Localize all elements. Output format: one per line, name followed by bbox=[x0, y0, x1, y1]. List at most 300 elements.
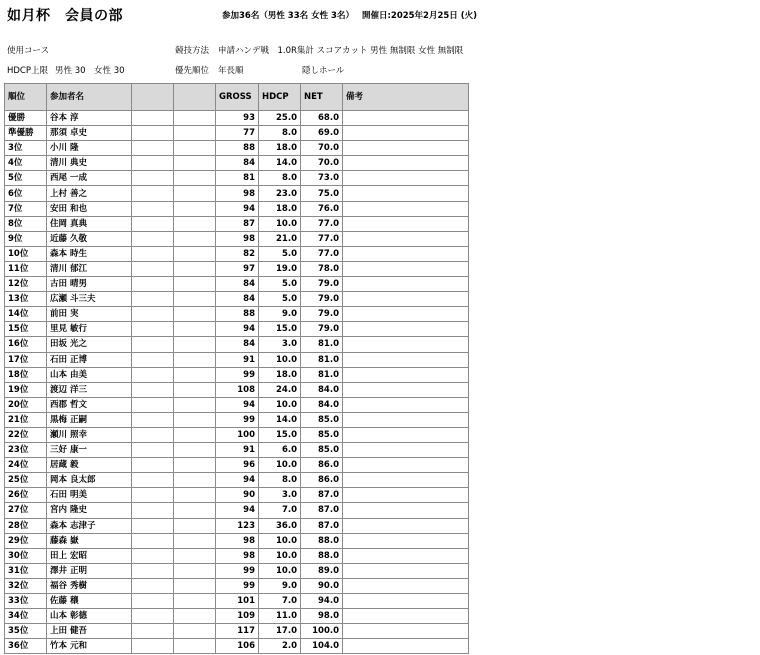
net-cell: 90.0 bbox=[301, 578, 343, 593]
remarks-cell bbox=[343, 261, 469, 276]
net-cell: 86.0 bbox=[301, 458, 343, 473]
net-cell: 88.0 bbox=[301, 548, 343, 563]
player-name-cell: 小川 隆 bbox=[47, 141, 132, 156]
hdcp-cell: 3.0 bbox=[259, 337, 301, 352]
table-row bbox=[5, 216, 469, 231]
blank-cell bbox=[132, 261, 174, 276]
rank-cell: 25位 bbox=[5, 473, 47, 488]
blank-cell bbox=[132, 427, 174, 442]
rank-cell: 30位 bbox=[5, 548, 47, 563]
gross-cell: 117 bbox=[216, 624, 259, 639]
header-blank-2 bbox=[174, 84, 216, 111]
hdcp-cell: 17.0 bbox=[259, 624, 301, 639]
hdcp-cell: 18.0 bbox=[259, 201, 301, 216]
gross-cell: 88 bbox=[216, 307, 259, 322]
hdcp-cell: 18.0 bbox=[259, 141, 301, 156]
player-name-cell: 瀬川 照幸 bbox=[47, 427, 132, 442]
rank-cell: 5位 bbox=[5, 171, 47, 186]
player-name-cell: 山本 由美 bbox=[47, 367, 132, 382]
remarks-cell bbox=[343, 548, 469, 563]
remarks-cell bbox=[343, 382, 469, 397]
hdcp-cell: 10.0 bbox=[259, 563, 301, 578]
gross-cell: 88 bbox=[216, 141, 259, 156]
blank-cell bbox=[132, 639, 174, 654]
hdcp-limit-label: HDCP上限 bbox=[7, 66, 48, 76]
blank-cell bbox=[174, 367, 216, 382]
rank-cell: 19位 bbox=[5, 382, 47, 397]
blank-cell bbox=[174, 231, 216, 246]
remarks-cell bbox=[343, 111, 469, 126]
priority-label: 優先順位 bbox=[175, 66, 210, 76]
gross-cell: 123 bbox=[216, 518, 259, 533]
remarks-cell bbox=[343, 186, 469, 201]
net-cell: 70.0 bbox=[301, 141, 343, 156]
gross-cell: 90 bbox=[216, 488, 259, 503]
blank-cell bbox=[174, 518, 216, 533]
table-row bbox=[5, 458, 469, 473]
rank-cell: 17位 bbox=[5, 352, 47, 367]
net-cell: 86.0 bbox=[301, 473, 343, 488]
remarks-cell bbox=[343, 533, 469, 548]
blank-cell bbox=[132, 231, 174, 246]
blank-cell bbox=[132, 277, 174, 292]
hdcp-cell: 7.0 bbox=[259, 503, 301, 518]
blank-cell bbox=[174, 609, 216, 624]
gross-cell: 97 bbox=[216, 261, 259, 276]
table-row bbox=[5, 412, 469, 427]
blank-cell bbox=[132, 578, 174, 593]
remarks-cell bbox=[343, 216, 469, 231]
net-cell: 75.0 bbox=[301, 186, 343, 201]
player-name-cell: 藤森 嶽 bbox=[47, 533, 132, 548]
net-cell: 87.0 bbox=[301, 488, 343, 503]
rank-cell: 31位 bbox=[5, 563, 47, 578]
net-cell: 87.0 bbox=[301, 503, 343, 518]
rank-cell: 8位 bbox=[5, 216, 47, 231]
net-cell: 77.0 bbox=[301, 216, 343, 231]
rank-cell: 4位 bbox=[5, 156, 47, 171]
remarks-cell bbox=[343, 578, 469, 593]
header-gross: GROSS bbox=[216, 84, 259, 111]
rank-cell: 7位 bbox=[5, 201, 47, 216]
remarks-cell bbox=[343, 427, 469, 442]
table-row bbox=[5, 624, 469, 639]
remarks-cell bbox=[343, 322, 469, 337]
hdcp-cell: 8.0 bbox=[259, 171, 301, 186]
player-name-cell: 広瀬 斗三夫 bbox=[47, 292, 132, 307]
gross-cell: 77 bbox=[216, 126, 259, 141]
rank-cell: 23位 bbox=[5, 443, 47, 458]
blank-cell bbox=[174, 277, 216, 292]
hdcp-cell: 36.0 bbox=[259, 518, 301, 533]
rank-cell: 29位 bbox=[5, 533, 47, 548]
gross-cell: 87 bbox=[216, 216, 259, 231]
rank-cell: 3位 bbox=[5, 141, 47, 156]
player-name-cell: 竹本 元和 bbox=[47, 639, 132, 654]
rank-cell: 13位 bbox=[5, 292, 47, 307]
rank-cell: 11位 bbox=[5, 261, 47, 276]
blank-cell bbox=[174, 412, 216, 427]
player-name-cell: 福谷 秀樹 bbox=[47, 578, 132, 593]
player-name-cell: 上田 健吾 bbox=[47, 624, 132, 639]
player-name-cell: 西郡 哲文 bbox=[47, 397, 132, 412]
hdcp-cell: 10.0 bbox=[259, 397, 301, 412]
gross-cell: 93 bbox=[216, 111, 259, 126]
net-cell: 79.0 bbox=[301, 322, 343, 337]
net-cell: 85.0 bbox=[301, 412, 343, 427]
table-row bbox=[5, 292, 469, 307]
remarks-cell bbox=[343, 352, 469, 367]
priority-value: 年長順 bbox=[218, 66, 244, 76]
blank-cell bbox=[132, 126, 174, 141]
remarks-cell bbox=[343, 639, 469, 654]
rank-cell: 21位 bbox=[5, 412, 47, 427]
table-header-row bbox=[5, 84, 469, 111]
blank-cell bbox=[174, 503, 216, 518]
remarks-cell bbox=[343, 171, 469, 186]
blank-cell bbox=[132, 518, 174, 533]
header-player: 参加者名 bbox=[47, 84, 132, 111]
rank-cell: 15位 bbox=[5, 322, 47, 337]
blank-cell bbox=[174, 624, 216, 639]
gross-cell: 94 bbox=[216, 397, 259, 412]
blank-cell bbox=[174, 246, 216, 261]
rank-cell: 36位 bbox=[5, 639, 47, 654]
blank-cell bbox=[132, 352, 174, 367]
blank-cell bbox=[132, 548, 174, 563]
blank-cell bbox=[132, 397, 174, 412]
player-name-cell: 里見 敏行 bbox=[47, 322, 132, 337]
remarks-cell bbox=[343, 518, 469, 533]
net-cell: 81.0 bbox=[301, 337, 343, 352]
table-row bbox=[5, 111, 469, 126]
blank-cell bbox=[174, 563, 216, 578]
player-name-cell: 近藤 久敬 bbox=[47, 231, 132, 246]
gross-cell: 94 bbox=[216, 201, 259, 216]
page-title: 如月杯 会員の部 bbox=[7, 8, 123, 24]
rank-cell: 16位 bbox=[5, 337, 47, 352]
table-row bbox=[5, 171, 469, 186]
player-name-cell: 住岡 真典 bbox=[47, 216, 132, 231]
remarks-cell bbox=[343, 337, 469, 352]
blank-cell bbox=[132, 337, 174, 352]
blank-cell bbox=[132, 292, 174, 307]
gross-cell: 94 bbox=[216, 322, 259, 337]
gross-cell: 81 bbox=[216, 171, 259, 186]
table-row bbox=[5, 126, 469, 141]
blank-cell bbox=[132, 216, 174, 231]
remarks-cell bbox=[343, 624, 469, 639]
table-row bbox=[5, 473, 469, 488]
blank-cell bbox=[132, 443, 174, 458]
rank-cell: 6位 bbox=[5, 186, 47, 201]
rank-cell: 24位 bbox=[5, 458, 47, 473]
remarks-cell bbox=[343, 246, 469, 261]
net-cell: 85.0 bbox=[301, 427, 343, 442]
rank-cell: 12位 bbox=[5, 277, 47, 292]
hidden-hole-label: 隠しホール bbox=[302, 66, 345, 76]
player-name-cell: 澤井 正明 bbox=[47, 563, 132, 578]
remarks-cell bbox=[343, 307, 469, 322]
gross-cell: 84 bbox=[216, 337, 259, 352]
hdcp-cell: 25.0 bbox=[259, 111, 301, 126]
net-cell: 87.0 bbox=[301, 518, 343, 533]
table-row bbox=[5, 443, 469, 458]
table-row bbox=[5, 201, 469, 216]
gross-cell: 84 bbox=[216, 277, 259, 292]
blank-cell bbox=[174, 156, 216, 171]
rank-cell: 9位 bbox=[5, 231, 47, 246]
blank-cell bbox=[174, 261, 216, 276]
blank-cell bbox=[174, 171, 216, 186]
blank-cell bbox=[132, 367, 174, 382]
hdcp-cell: 10.0 bbox=[259, 458, 301, 473]
rank-cell: 26位 bbox=[5, 488, 47, 503]
player-name-cell: 清川 郁江 bbox=[47, 261, 132, 276]
net-cell: 77.0 bbox=[301, 231, 343, 246]
blank-cell bbox=[132, 563, 174, 578]
rank-cell: 35位 bbox=[5, 624, 47, 639]
blank-cell bbox=[174, 548, 216, 563]
remarks-cell bbox=[343, 488, 469, 503]
blank-cell bbox=[174, 141, 216, 156]
rank-cell: 14位 bbox=[5, 307, 47, 322]
hdcp-cell: 11.0 bbox=[259, 609, 301, 624]
blank-cell bbox=[174, 488, 216, 503]
gross-cell: 84 bbox=[216, 292, 259, 307]
net-cell: 77.0 bbox=[301, 246, 343, 261]
blank-cell bbox=[174, 533, 216, 548]
hdcp-cell: 5.0 bbox=[259, 246, 301, 261]
player-name-cell: 黒梅 正嗣 bbox=[47, 412, 132, 427]
remarks-cell bbox=[343, 292, 469, 307]
hdcp-cell: 15.0 bbox=[259, 322, 301, 337]
rank-cell: 優勝 bbox=[5, 111, 47, 126]
net-cell: 70.0 bbox=[301, 156, 343, 171]
hdcp-cell: 5.0 bbox=[259, 292, 301, 307]
table-row bbox=[5, 427, 469, 442]
hdcp-cell: 8.0 bbox=[259, 126, 301, 141]
header-blank-1 bbox=[132, 84, 174, 111]
course-label: 使用コース bbox=[7, 46, 50, 56]
gross-cell: 99 bbox=[216, 412, 259, 427]
blank-cell bbox=[132, 156, 174, 171]
table-row bbox=[5, 609, 469, 624]
table-row bbox=[5, 246, 469, 261]
table-row bbox=[5, 639, 469, 654]
player-name-cell: 那須 卓史 bbox=[47, 126, 132, 141]
player-name-cell: 佐藤 穣 bbox=[47, 594, 132, 609]
remarks-cell bbox=[343, 609, 469, 624]
player-name-cell: 石田 明美 bbox=[47, 488, 132, 503]
hdcp-cell: 3.0 bbox=[259, 488, 301, 503]
blank-cell bbox=[132, 307, 174, 322]
net-cell: 69.0 bbox=[301, 126, 343, 141]
remarks-cell bbox=[343, 126, 469, 141]
gross-cell: 84 bbox=[216, 156, 259, 171]
participant-count: 参加36名（男性 33名 女性 3名） bbox=[222, 11, 354, 21]
blank-cell bbox=[132, 111, 174, 126]
player-name-cell: 上村 善之 bbox=[47, 186, 132, 201]
hdcp-limit-value: 男性 30 女性 30 bbox=[55, 66, 125, 76]
hdcp-cell: 15.0 bbox=[259, 427, 301, 442]
net-cell: 79.0 bbox=[301, 307, 343, 322]
hdcp-cell: 9.0 bbox=[259, 578, 301, 593]
method-label: 競技方法 bbox=[175, 46, 210, 56]
blank-cell bbox=[174, 443, 216, 458]
remarks-cell bbox=[343, 201, 469, 216]
hdcp-cell: 2.0 bbox=[259, 639, 301, 654]
rank-cell: 33位 bbox=[5, 594, 47, 609]
remarks-cell bbox=[343, 563, 469, 578]
hdcp-cell: 23.0 bbox=[259, 186, 301, 201]
hdcp-cell: 5.0 bbox=[259, 277, 301, 292]
player-name-cell: 宮内 隆史 bbox=[47, 503, 132, 518]
player-name-cell: 渡辺 洋三 bbox=[47, 382, 132, 397]
blank-cell bbox=[132, 186, 174, 201]
table-row bbox=[5, 367, 469, 382]
rank-cell: 27位 bbox=[5, 503, 47, 518]
remarks-cell bbox=[343, 277, 469, 292]
remarks-cell bbox=[343, 503, 469, 518]
net-cell: 81.0 bbox=[301, 352, 343, 367]
blank-cell bbox=[132, 246, 174, 261]
player-name-cell: 岡本 良太郎 bbox=[47, 473, 132, 488]
table-row bbox=[5, 594, 469, 609]
table-row bbox=[5, 548, 469, 563]
player-name-cell: 古田 晴男 bbox=[47, 277, 132, 292]
blank-cell bbox=[132, 141, 174, 156]
gross-cell: 100 bbox=[216, 427, 259, 442]
blank-cell bbox=[132, 412, 174, 427]
hdcp-cell: 8.0 bbox=[259, 473, 301, 488]
remarks-cell bbox=[343, 397, 469, 412]
hdcp-cell: 7.0 bbox=[259, 594, 301, 609]
blank-cell bbox=[174, 473, 216, 488]
remarks-cell bbox=[343, 594, 469, 609]
table-row bbox=[5, 186, 469, 201]
table-row bbox=[5, 518, 469, 533]
player-name-cell: 森本 志津子 bbox=[47, 518, 132, 533]
remarks-cell bbox=[343, 367, 469, 382]
blank-cell bbox=[174, 307, 216, 322]
rank-cell: 34位 bbox=[5, 609, 47, 624]
player-name-cell: 西尾 一成 bbox=[47, 171, 132, 186]
table-row bbox=[5, 352, 469, 367]
blank-cell bbox=[174, 111, 216, 126]
blank-cell bbox=[174, 292, 216, 307]
blank-cell bbox=[174, 578, 216, 593]
net-cell: 76.0 bbox=[301, 201, 343, 216]
player-name-cell: 谷本 淳 bbox=[47, 111, 132, 126]
blank-cell bbox=[174, 352, 216, 367]
header-rank: 順位 bbox=[5, 84, 47, 111]
hdcp-cell: 18.0 bbox=[259, 367, 301, 382]
rank-cell: 18位 bbox=[5, 367, 47, 382]
blank-cell bbox=[132, 322, 174, 337]
blank-cell bbox=[132, 201, 174, 216]
gross-cell: 94 bbox=[216, 473, 259, 488]
net-cell: 89.0 bbox=[301, 563, 343, 578]
table-row bbox=[5, 382, 469, 397]
gross-cell: 99 bbox=[216, 578, 259, 593]
gross-cell: 82 bbox=[216, 246, 259, 261]
blank-cell bbox=[174, 427, 216, 442]
blank-cell bbox=[132, 594, 174, 609]
player-name-cell: 前田 実 bbox=[47, 307, 132, 322]
gross-cell: 94 bbox=[216, 503, 259, 518]
gross-cell: 91 bbox=[216, 443, 259, 458]
table-row bbox=[5, 578, 469, 593]
gross-cell: 98 bbox=[216, 533, 259, 548]
remarks-cell bbox=[343, 412, 469, 427]
hdcp-cell: 10.0 bbox=[259, 216, 301, 231]
remarks-cell bbox=[343, 141, 469, 156]
blank-cell bbox=[174, 186, 216, 201]
net-cell: 88.0 bbox=[301, 533, 343, 548]
blank-cell bbox=[174, 382, 216, 397]
gross-cell: 106 bbox=[216, 639, 259, 654]
blank-cell bbox=[132, 488, 174, 503]
gross-cell: 109 bbox=[216, 609, 259, 624]
header-remarks: 備考 bbox=[343, 84, 469, 111]
blank-cell bbox=[174, 126, 216, 141]
net-cell: 78.0 bbox=[301, 261, 343, 276]
player-name-cell: 森本 時生 bbox=[47, 246, 132, 261]
net-cell: 73.0 bbox=[301, 171, 343, 186]
remarks-cell bbox=[343, 458, 469, 473]
player-name-cell: 居蔵 毅 bbox=[47, 458, 132, 473]
blank-cell bbox=[174, 639, 216, 654]
net-cell: 94.0 bbox=[301, 594, 343, 609]
results-table bbox=[4, 83, 469, 654]
header-hdcp: HDCP bbox=[259, 84, 301, 111]
player-name-cell: 山本 彰德 bbox=[47, 609, 132, 624]
blank-cell bbox=[174, 322, 216, 337]
player-name-cell: 石田 正博 bbox=[47, 352, 132, 367]
rank-cell: 20位 bbox=[5, 397, 47, 412]
table-row bbox=[5, 337, 469, 352]
net-cell: 79.0 bbox=[301, 277, 343, 292]
table-row bbox=[5, 322, 469, 337]
hdcp-cell: 10.0 bbox=[259, 548, 301, 563]
table-row bbox=[5, 141, 469, 156]
hdcp-cell: 10.0 bbox=[259, 352, 301, 367]
hdcp-cell: 19.0 bbox=[259, 261, 301, 276]
rank-cell: 22位 bbox=[5, 427, 47, 442]
table-row bbox=[5, 488, 469, 503]
player-name-cell: 田上 宏昭 bbox=[47, 548, 132, 563]
table-row bbox=[5, 533, 469, 548]
rank-cell: 28位 bbox=[5, 518, 47, 533]
hdcp-cell: 9.0 bbox=[259, 307, 301, 322]
hdcp-cell: 21.0 bbox=[259, 231, 301, 246]
net-cell: 81.0 bbox=[301, 367, 343, 382]
table-row bbox=[5, 307, 469, 322]
blank-cell bbox=[174, 216, 216, 231]
blank-cell bbox=[132, 624, 174, 639]
gross-cell: 96 bbox=[216, 458, 259, 473]
gross-cell: 98 bbox=[216, 231, 259, 246]
blank-cell bbox=[132, 382, 174, 397]
blank-cell bbox=[174, 594, 216, 609]
header-net: NET bbox=[301, 84, 343, 111]
blank-cell bbox=[132, 473, 174, 488]
gross-cell: 101 bbox=[216, 594, 259, 609]
remarks-cell bbox=[343, 443, 469, 458]
net-cell: 84.0 bbox=[301, 397, 343, 412]
gross-cell: 99 bbox=[216, 563, 259, 578]
